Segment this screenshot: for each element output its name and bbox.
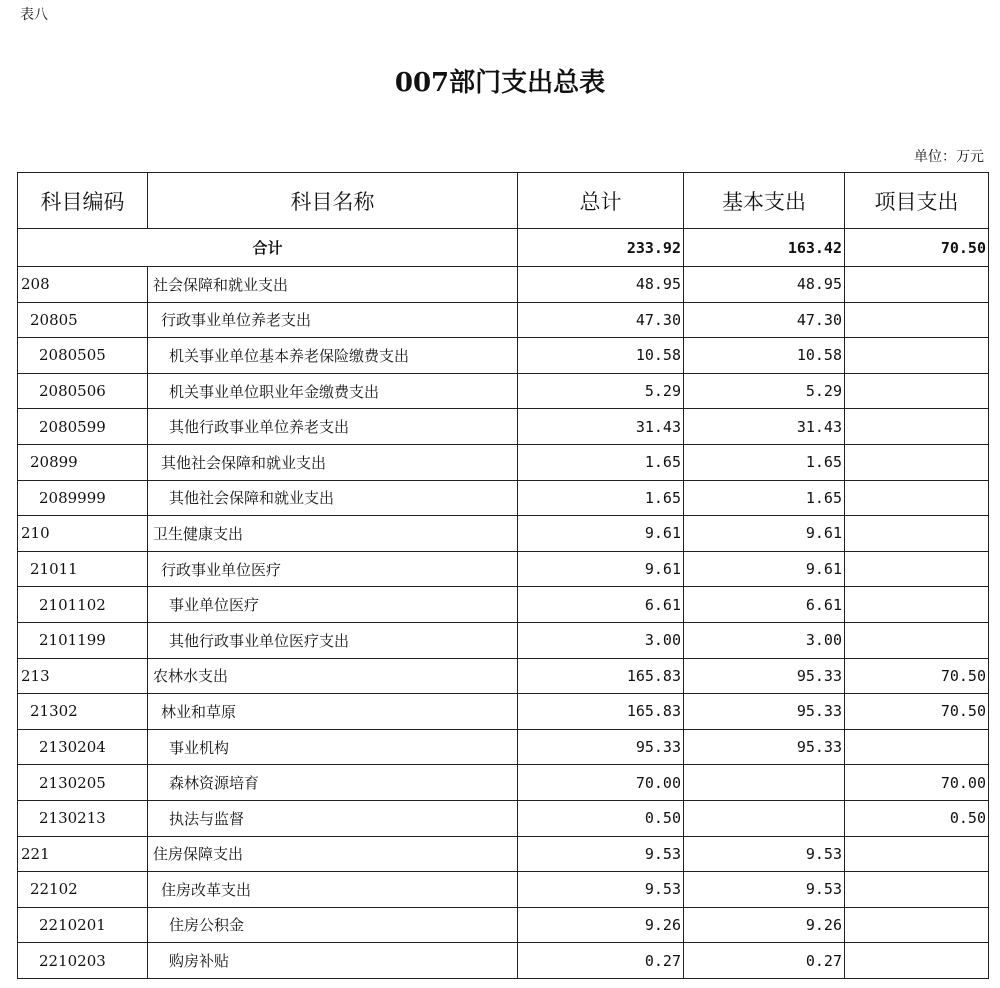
row-total: 9.61: [518, 551, 684, 587]
row-name: 农林水支出: [148, 658, 518, 694]
row-name: 住房公积金: [148, 907, 518, 943]
table-number-label: 表八: [20, 7, 48, 23]
row-basic: [684, 800, 845, 836]
row-total: 9.53: [518, 836, 684, 872]
table-row: [18, 658, 989, 694]
row-project: [845, 622, 989, 658]
header-basic: 基本支出: [684, 173, 845, 229]
row-code: 210: [18, 516, 148, 552]
row-project: 70.50: [845, 694, 989, 730]
row-project: [845, 551, 989, 587]
row-project: [845, 373, 989, 409]
row-name: 事业机构: [148, 729, 518, 765]
row-basic: 1.65: [684, 480, 845, 516]
row-basic: 31.43: [684, 409, 845, 445]
total-row: [18, 229, 989, 267]
row-code: 208: [18, 267, 148, 303]
row-code: 2130205: [18, 765, 148, 801]
total-basic: 163.42: [684, 229, 845, 267]
row-basic: 3.00: [684, 622, 845, 658]
row-name: 行政事业单位养老支出: [148, 302, 518, 338]
row-code: 2101102: [18, 587, 148, 623]
table-row: [18, 872, 989, 908]
header-total: 总计: [518, 173, 684, 229]
row-name: 其他社会保障和就业支出: [148, 444, 518, 480]
row-total: 9.61: [518, 516, 684, 552]
row-project: [845, 302, 989, 338]
row-basic: 10.58: [684, 338, 845, 374]
table-row: [18, 551, 989, 587]
row-basic: 95.33: [684, 694, 845, 730]
row-total: 165.83: [518, 658, 684, 694]
table-row: [18, 907, 989, 943]
row-basic: 0.27: [684, 943, 845, 979]
row-total: 31.43: [518, 409, 684, 445]
row-name: 林业和草原: [148, 694, 518, 730]
row-project: [845, 943, 989, 979]
row-code: 2210201: [18, 907, 148, 943]
row-code: 2080505: [18, 338, 148, 374]
row-name: 住房改革支出: [148, 872, 518, 908]
row-code: 2130204: [18, 729, 148, 765]
row-total: 3.00: [518, 622, 684, 658]
row-total: 10.58: [518, 338, 684, 374]
unit-label: 单位：万元: [914, 149, 984, 165]
row-code: 21302: [18, 694, 148, 730]
table-row: [18, 302, 989, 338]
row-name: 卫生健康支出: [148, 516, 518, 552]
table-row: [18, 729, 989, 765]
row-name: 社会保障和就业支出: [148, 267, 518, 303]
row-basic: 6.61: [684, 587, 845, 623]
table-row: [18, 694, 989, 730]
row-total: 47.30: [518, 302, 684, 338]
row-project: [845, 267, 989, 303]
row-total: 1.65: [518, 480, 684, 516]
row-project: [845, 516, 989, 552]
row-basic: 9.26: [684, 907, 845, 943]
row-basic: 9.61: [684, 551, 845, 587]
row-name: 事业单位医疗: [148, 587, 518, 623]
table-row: [18, 622, 989, 658]
row-total: 95.33: [518, 729, 684, 765]
row-project: [845, 872, 989, 908]
row-code: 2080599: [18, 409, 148, 445]
row-code: 2210203: [18, 943, 148, 979]
row-total: 9.26: [518, 907, 684, 943]
row-project: 70.00: [845, 765, 989, 801]
expenditure-table: [17, 172, 989, 979]
row-code: 20899: [18, 444, 148, 480]
row-name: 住房保障支出: [148, 836, 518, 872]
total-project: 70.50: [845, 229, 989, 267]
row-project: [845, 907, 989, 943]
row-total: 0.50: [518, 800, 684, 836]
row-code: 21011: [18, 551, 148, 587]
row-basic: 95.33: [684, 729, 845, 765]
row-project: [845, 444, 989, 480]
table-row: [18, 516, 989, 552]
row-basic: 1.65: [684, 444, 845, 480]
row-basic: 9.61: [684, 516, 845, 552]
row-name: 行政事业单位医疗: [148, 551, 518, 587]
row-project: [845, 836, 989, 872]
row-project: [845, 587, 989, 623]
row-code: 213: [18, 658, 148, 694]
row-code: 221: [18, 836, 148, 872]
row-code: 2101199: [18, 622, 148, 658]
table-row: [18, 480, 989, 516]
row-basic: 48.95: [684, 267, 845, 303]
row-basic: 47.30: [684, 302, 845, 338]
row-name: 森林资源培育: [148, 765, 518, 801]
row-code: 2130213: [18, 800, 148, 836]
row-project: 0.50: [845, 800, 989, 836]
header-code: 科目编码: [18, 173, 148, 229]
table-row: [18, 409, 989, 445]
row-total: 6.61: [518, 587, 684, 623]
row-basic: [684, 765, 845, 801]
row-name: 其他行政事业单位医疗支出: [148, 622, 518, 658]
row-name: 其他行政事业单位养老支出: [148, 409, 518, 445]
total-sum: 233.92: [518, 229, 684, 267]
table-row: [18, 267, 989, 303]
row-code: 2089999: [18, 480, 148, 516]
row-total: 1.65: [518, 444, 684, 480]
row-name: 机关事业单位基本养老保险缴费支出: [148, 338, 518, 374]
table-row: [18, 800, 989, 836]
table-row: [18, 338, 989, 374]
table-row: [18, 444, 989, 480]
row-project: [845, 409, 989, 445]
row-code: 20805: [18, 302, 148, 338]
row-name: 执法与监督: [148, 800, 518, 836]
table-row: [18, 587, 989, 623]
row-code: 2080506: [18, 373, 148, 409]
row-total: 0.27: [518, 943, 684, 979]
table-row: [18, 836, 989, 872]
row-total: 48.95: [518, 267, 684, 303]
header-row: [18, 173, 989, 229]
row-basic: 9.53: [684, 872, 845, 908]
header-project: 项目支出: [845, 173, 989, 229]
row-total: 9.53: [518, 872, 684, 908]
table-row: [18, 943, 989, 979]
row-project: 70.50: [845, 658, 989, 694]
row-code: 22102: [18, 872, 148, 908]
page-title: 007部门支出总表: [394, 68, 606, 98]
row-name: 其他社会保障和就业支出: [148, 480, 518, 516]
row-name: 购房补贴: [148, 943, 518, 979]
row-basic: 9.53: [684, 836, 845, 872]
total-label: 合计: [18, 229, 518, 267]
row-project: [845, 729, 989, 765]
row-total: 5.29: [518, 373, 684, 409]
header-name: 科目名称: [148, 173, 518, 229]
row-name: 机关事业单位职业年金缴费支出: [148, 373, 518, 409]
table-row: [18, 765, 989, 801]
row-project: [845, 338, 989, 374]
row-total: 70.00: [518, 765, 684, 801]
row-basic: 5.29: [684, 373, 845, 409]
row-project: [845, 480, 989, 516]
table-row: [18, 373, 989, 409]
row-total: 165.83: [518, 694, 684, 730]
row-basic: 95.33: [684, 658, 845, 694]
